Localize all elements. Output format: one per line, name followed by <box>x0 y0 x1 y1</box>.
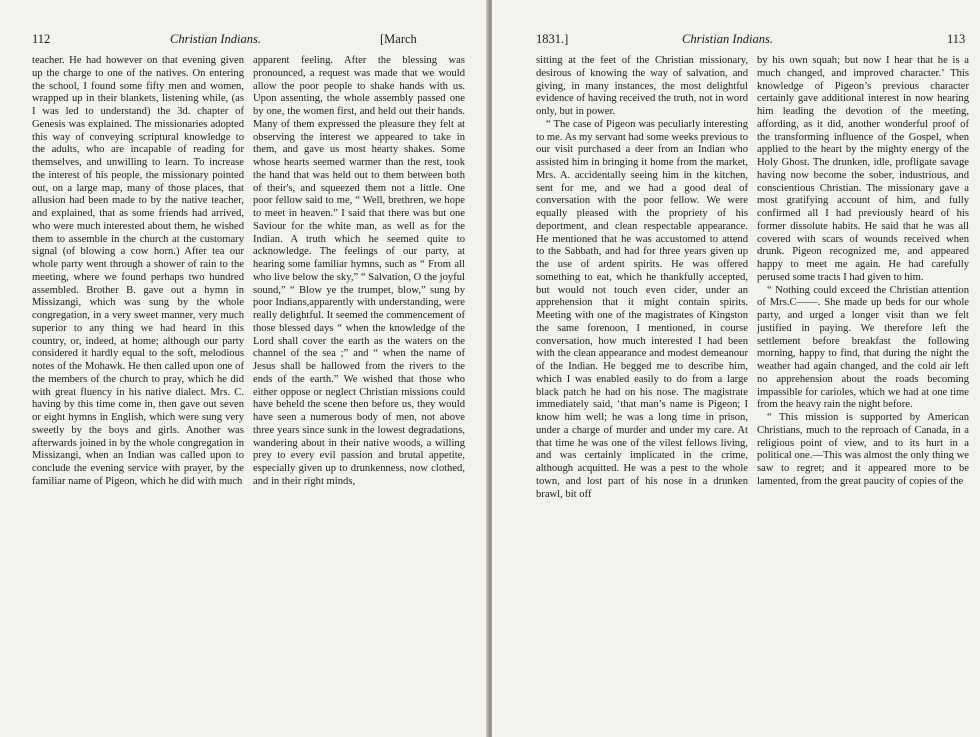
paragraph: apparent feeling. After the blessing was pronounced, a request was made that we would allow the poor people to shake hands with us. Upon assenting, the whole assembly passed one by one, the women first, and held out their hands. Many of them expressed the pleasure they felt at observing the interest we appeared to take in them, and gave us most hearty shakes. Some whose hearts seemed warmer than the rest, took the hand that was held out to them between both of their's, and squeezed them not a little. One poor fellow said to me, “ Well, brethren, we hope to meet in heaven.” I said that there was but one Saviour for the white man, as well as for the Indian. A truth which he seemed quite to acknowledge. The feelings of our party, at hearing some familiar hymns, such as “ From all who live below the sky,” “ Salvation, O the joyful sound,” “ Blow ye the trumpet, blow,” sung by poor Indians,apparently with understanding, were really delightful. It seemed the commencement of those blessed days “ when the knowledge of the Lord shall cover the earth as the waters on the channel of the sea ;” and “ when the name of Jesus shall be hallowed from the rivers to the ends of the earth.” We wished that those who either oppose or neglect Christian missions could have beheld the scene then before us, they would have seen a numerous body of men, not above three years since sunk in the lowest degradations, wandering about in their native woods, a willing prey to every evil passion and brutal appetite, especially given up to drunkenness, now clothed, and in their right minds, <box>253 55 465 487</box>
paragraph: “ Nothing could exceed the Christian attention of Mrs.C——. She made up beds for our whole party, and urged a longer visit than we felt justified in paying. We therefore left the settlement before breakfast the following morning, happy to find, that during the night the weather had again changed, and the cold air left no apprehension about the roads becoming impassible for carioles, which we had at one time from the heavy rain the night before. <box>757 284 969 411</box>
text-column-left <box>536 55 748 501</box>
right-page <box>492 0 980 737</box>
text-column-left <box>32 55 244 489</box>
running-title: Christian Indians. <box>170 32 261 46</box>
text-column-right <box>757 55 969 489</box>
page-number: 112 <box>32 32 51 46</box>
paragraph: “ This mission is supported by American Christians, much to the reproach of Canada, in a religious point of view, and to its hurt in a political one.—This was almost the only thing we saw to regret; and it appeared more to be lamented, from the great paucity of copies of the <box>757 412 969 487</box>
right-page-header <box>492 32 980 54</box>
running-title: Christian Indians. <box>682 32 773 46</box>
paragraph: sitting at the feet of the Christian missionary, desirous of knowing the way of salvation, and giving, in many instances, the most delightful evidence of having received the truth, not in word only, but in power. <box>536 55 748 117</box>
paragraph: teacher. He had however on that evening given up the charge to one of the natives. On entering the school, I found some fifty men and women, wrapped up in their blankets, listening while, (as I was led to understand) the 3d. chapter of Genesis was explained. The missionaries adopted this way of conveying scriptural knowledge to the adults, who are incapable of reading for themselves, and unwilling to learn. To increase the interest of his people, the missionary pointed out, on a large map, many of those places, that allusion had been made to by the native teacher, and explained, that as some friends had arrived, who were much interested about them, he wished them to assemble in the church at the customary signal (of blowing a cow horn.) After tea our whole party went through a shower of rain to the meeting, where we found perhaps two hundred assembled. Brother B. gave out a hymn in Missizangi, which was sung by the whole congregation, in a very sweet manner, very much superior to any thing we had heard in this country, or, indeed, at home; although our party considered it hardly equal to the soft, melodious notes of the Mohawk. He then called upon one of the members of the church to pray, which he did with great fluency in his native dialect. Mrs. C. having by this time come in, then gave out seven or eight hymns in English, which were sung very sweetly by the boys and girls. Another was afterwards joined in by the whole congregation in Missizangi, when an Indian was called upon to conclude the evening service with prayer, by the familiar name of Pigeon, which he did with much <box>32 55 244 487</box>
page-number: 113 <box>947 32 966 46</box>
left-page-header <box>0 32 488 54</box>
left-page <box>0 0 488 737</box>
date-label: 1831.] <box>536 32 569 46</box>
paragraph: “ The case of Pigeon was peculiarly interesting to me. As my servant had some weeks previous to our visit purchased a deer from an Indian who assisted him in bringing it home from the market, Mrs. A. accidentally seeing him in the kitchen, sent for me, and we had a good deal of conversation with the poor fellow. We were equally pleased with the propriety of his deportment, and clean respectable appearance. He mentioned that he was accustomed to attend to the Sabbath, and had for three years given up the use of ardent spirits. He was offered something to eat, which he thankfully accepted, but would not touch even cider, under an apprehension that it might contain spirits. Meeting with one of the magistrates of Kingston the same forenoon, I mentioned, in course conversation, how much interested I had been with the clean appearance and modest demeanour of the Indian. He begged me to describe him, which I was enabled easily to do from a large black patch he had on his nose. The magistrate immediately said, ‘that man’s name is Pigeon; I know him well; he was a long time in prison, under a charge of murder and under my care. At that time he was one of the vilest fellows living, and was certainly implicated in the crime, although acquitted. He was a pest to the whole town, and lost part of his nose in a drunken brawl, bit off <box>536 118 748 500</box>
text-column-right <box>253 55 465 489</box>
date-label: [March <box>380 32 417 46</box>
paragraph: by his own squah; but now I hear that he is a much changed, and improved character.’ This knowledge of Pigeon’s previous character certainly gave additional interest in now hearing him leading the devotion of the meeting, affording, as it did, another wonderful proof of the transforming influence of the Gospel, when applied to the heart by the mighty energy of the Holy Ghost. The drunken, idle, profligate savage having now become the sober, industrious, and conscientious Christian. The missionary gave a most gratifying account of him, and fully confirmed all I had previously heard of his former dissolute habits. He said that he was all covered with scars of wounds received when drunk. Pigeon recognized me, and appeared happy to meet me again. He had carefully perused some tracts I had given to him. <box>757 55 969 283</box>
